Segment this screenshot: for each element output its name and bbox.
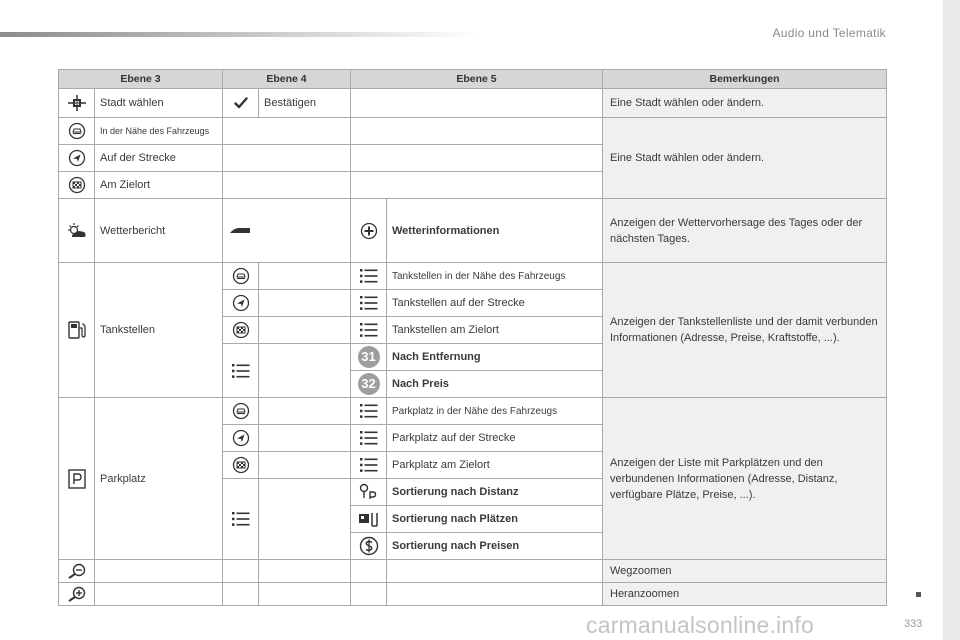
park-naehe-label: Parkplatz in der Nähe des Fahrzeugs <box>387 398 603 425</box>
tankstellen-label: Tankstellen <box>95 263 223 398</box>
list-icon <box>232 364 250 378</box>
check-icon-cell <box>223 89 259 118</box>
list-icon-cell <box>351 317 387 344</box>
empty-cell <box>351 172 603 199</box>
badge-cell <box>351 371 387 398</box>
zoom-out-icon-cell <box>59 560 95 583</box>
park-strecke-label: Parkplatz auf der Strecke <box>387 425 603 452</box>
empty-cell <box>259 290 351 317</box>
naehe-label: In der Nähe des Fahrzeugs <box>95 118 223 145</box>
fuel-icon-cell <box>59 263 95 398</box>
destination-icon-cell <box>223 452 259 479</box>
spaces-icon-cell <box>351 506 387 533</box>
menu-table <box>58 69 887 606</box>
weather-icon-cell <box>59 199 95 263</box>
route-icon-cell <box>223 425 259 452</box>
price-icon-cell <box>351 533 387 560</box>
destination-flag-icon <box>68 176 86 194</box>
vehicle-icon-cell <box>223 398 259 425</box>
list-icon-cell <box>351 452 387 479</box>
empty-cell <box>95 560 223 583</box>
header-gradient-bar <box>0 32 480 37</box>
group1-note: Eine Stadt wählen oder ändern. <box>603 118 887 199</box>
route-icon-cell <box>59 145 95 172</box>
section-title: Audio und Telematik <box>772 26 886 40</box>
table-row <box>59 89 887 118</box>
park-zielort-label: Parkplatz am Zielort <box>387 452 603 479</box>
empty-cell <box>95 583 223 606</box>
watermark: carmanualsonline.info <box>586 612 814 638</box>
tank-strecke-label: Tankstellen auf der Strecke <box>387 290 603 317</box>
empty-cell <box>223 118 351 145</box>
nach-entfernung-label: Nach Entfernung <box>387 344 603 371</box>
badge-32: 32 <box>358 373 380 395</box>
sort-plaetzen-label: Sortierung nach Plätzen <box>387 506 603 533</box>
vehicle-circle-icon <box>232 402 250 420</box>
table-row <box>59 583 887 606</box>
col-header-ebene3: Ebene 3 <box>59 70 223 89</box>
parking-sign-icon <box>67 468 87 490</box>
checkmark-icon <box>234 97 248 109</box>
empty-cell <box>259 344 351 398</box>
empty-cell <box>259 560 351 583</box>
table-row <box>59 398 887 425</box>
destination-flag-icon <box>232 321 250 339</box>
spaces-sort-icon <box>358 510 380 528</box>
route-arrow-icon <box>232 294 250 312</box>
wetter-note: Anzeigen der Wettervorhersage des Tages oder der nächsten Tages. <box>603 199 887 263</box>
empty-cell <box>259 425 351 452</box>
page-edge-strip <box>943 0 960 640</box>
list-icon <box>360 296 378 310</box>
wegzoomen-note: Wegzoomen <box>603 560 887 583</box>
vehicle-circle-icon <box>232 267 250 285</box>
stadt-note: Eine Stadt wählen oder ändern. <box>603 89 887 118</box>
price-sort-icon <box>359 536 379 556</box>
zielort-label: Am Zielort <box>95 172 223 199</box>
list-icon <box>360 458 378 472</box>
wetterinformationen-label: Wetterinformationen <box>387 199 603 263</box>
tank-note: Anzeigen der Tankstellenliste und der damit verbunden Informationen (Adresse, Preise, Kraftstoffe, ...). <box>603 263 887 398</box>
empty-cell <box>387 560 603 583</box>
list-icon-cell <box>351 425 387 452</box>
page-number: 333 <box>904 618 923 630</box>
bestaetigen-label: Bestätigen <box>259 89 351 118</box>
col-header-bemerkungen: Bemerkungen <box>603 70 887 89</box>
info-plus-icon <box>360 222 378 240</box>
parking-icon-cell <box>59 398 95 560</box>
badge-31: 31 <box>358 346 380 368</box>
table-row <box>59 199 887 263</box>
list-icon-cell <box>351 290 387 317</box>
sort-preisen-label: Sortierung nach Preisen <box>387 533 603 560</box>
empty-cell <box>351 118 603 145</box>
wetterbericht-label: Wetterbericht <box>95 199 223 263</box>
list-icon <box>232 512 250 526</box>
fuel-pump-icon <box>67 319 87 341</box>
zoom-in-icon-cell <box>59 583 95 606</box>
weather-bar-icon <box>229 226 251 236</box>
empty-cell <box>259 263 351 290</box>
destination-icon-cell <box>223 317 259 344</box>
page-marker <box>916 592 921 597</box>
empty-cell <box>223 560 259 583</box>
list-icon-cell <box>351 263 387 290</box>
route-icon-cell <box>223 290 259 317</box>
badge-cell <box>351 344 387 371</box>
weather-l4-icon-cell <box>223 199 351 263</box>
info-icon-cell <box>351 199 387 263</box>
empty-cell <box>259 479 351 560</box>
vehicle-icon-cell <box>59 118 95 145</box>
empty-cell <box>223 583 259 606</box>
empty-cell <box>351 89 603 118</box>
empty-cell <box>351 145 603 172</box>
parkplatz-label: Parkplatz <box>95 398 223 560</box>
tank-zielort-label: Tankstellen am Zielort <box>387 317 603 344</box>
city-target-icon <box>67 94 87 112</box>
heranzoomen-note: Heranzoomen <box>603 583 887 606</box>
list-icon <box>360 431 378 445</box>
tank-naehe-label: Tankstellen in der Nähe des Fahrzeugs <box>387 263 603 290</box>
empty-cell <box>387 583 603 606</box>
menu-table-wrapper <box>58 69 887 606</box>
col-header-ebene4: Ebene 4 <box>223 70 351 89</box>
list-icon-cell <box>223 479 259 560</box>
vehicle-circle-icon <box>68 122 86 140</box>
distance-icon-cell <box>351 479 387 506</box>
destination-icon-cell <box>59 172 95 199</box>
distance-sort-icon <box>358 483 380 501</box>
table-header-row <box>59 70 887 89</box>
empty-cell <box>259 317 351 344</box>
empty-cell <box>259 583 351 606</box>
col-header-ebene5: Ebene 5 <box>351 70 603 89</box>
nach-preis-label: Nach Preis <box>387 371 603 398</box>
zoom-out-icon <box>66 563 88 579</box>
vehicle-icon-cell <box>223 263 259 290</box>
empty-cell <box>259 398 351 425</box>
destination-flag-icon <box>232 456 250 474</box>
table-row <box>59 118 887 145</box>
list-icon <box>360 269 378 283</box>
empty-cell <box>259 452 351 479</box>
weather-cloud-icon <box>66 222 88 240</box>
route-arrow-icon <box>68 149 86 167</box>
empty-cell <box>351 560 387 583</box>
empty-cell <box>351 583 387 606</box>
sort-distanz-label: Sortierung nach Distanz <box>387 479 603 506</box>
list-icon-cell <box>351 398 387 425</box>
list-icon <box>360 404 378 418</box>
empty-cell <box>223 172 351 199</box>
route-arrow-icon <box>232 429 250 447</box>
table-row <box>59 263 887 290</box>
empty-cell <box>223 145 351 172</box>
stadt-waehlen-label: Stadt wählen <box>95 89 223 118</box>
strecke-label: Auf der Strecke <box>95 145 223 172</box>
list-icon-cell <box>223 344 259 398</box>
city-icon-cell <box>59 89 95 118</box>
table-row <box>59 560 887 583</box>
zoom-in-icon <box>66 586 88 602</box>
list-icon <box>360 323 378 337</box>
park-note: Anzeigen der Liste mit Parkplätzen und den verbundenen Informationen (Adresse, Distanz, verfügbare Plätze, Preise, ...). <box>603 398 887 560</box>
